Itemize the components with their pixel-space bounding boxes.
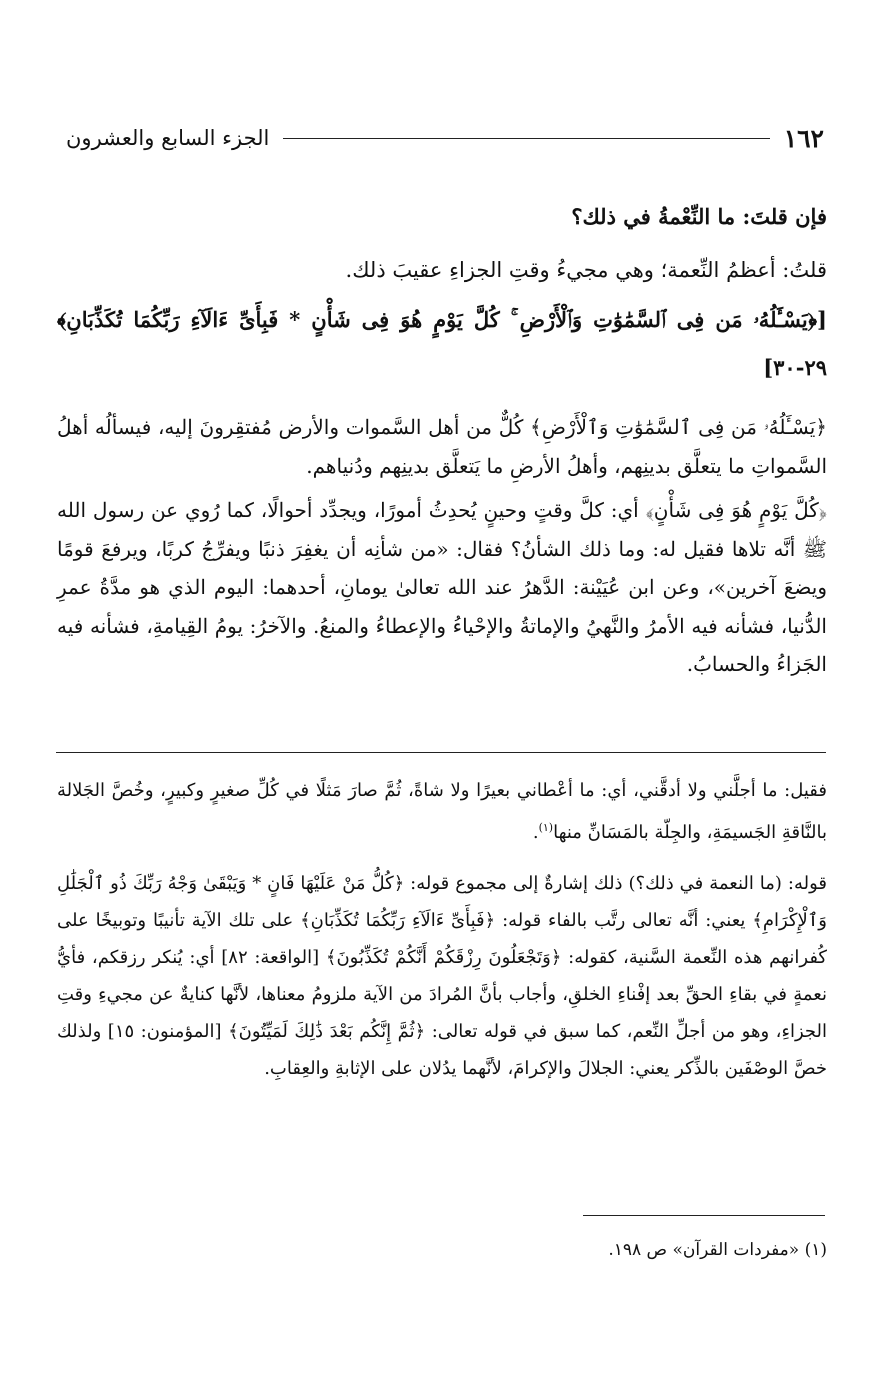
header-rule: [283, 138, 769, 139]
page-header: [66, 118, 824, 158]
main-text: [57, 188, 827, 684]
page-number: ١٦٢: [783, 123, 824, 153]
answer-line: قلتُ: أعظمُ النِّعمة؛ وهي مجيءُ وقتِ الجزاءِ عقيبَ ذلك.: [345, 257, 827, 282]
question-line: فإن قلتَ: ما النِّعْمةُ في ذلك؟: [571, 203, 827, 229]
commentary-paragraph-1-text: فقيل: ما أجلَّني ولا أدقَّني، أي: ما أعْطاني بعيرًا ولا شاةً، ثُمَّ صارَ مَثلًا في كُلِّ صغيرٍ وكبيرٍ، وخُصَّ الجَلالة بالنَّاقةِ الجَسيمَةِ، والجِلّة بالمَسَانِّ منها: [57, 780, 827, 843]
tafsir-paragraph-2: ﴿كُلَّ يَوْمٍ هُوَ فِى شَأْنٍ﴾ أي: كلَّ وقتٍ وحينٍ يُحدِثُ أمورًا، ويجدِّد أحوالًا، كما رُوي عن رسول الله ﷺ أنَّه تلاها فقيل له: وما ذلك الشأنُ؟ فقال: «من شأنِه أن يغفِرَ ذنبًا ويفرِّجُ كربًا، ويرفعَ قومًا ويضعَ آخرين»، وعن ابن عُيَيْنة: الدَّهرُ عند الله تعالىٰ يومانِ، أحدهما: اليوم الذي هو مدَّةُ عمرِ الدُّنيا، فشأنه فيه الأمرُ والنَّهيُ والإماتةُ والإحْياءُ والإعطاءُ والمنعُ. والآخرُ: يومُ القِيامةِ، فشأنه فيه الجَزاءُ والحسابُ.: [57, 498, 827, 676]
commentary-text: [57, 772, 827, 1087]
commentary-paragraph-2: قوله: (ما النعمة في ذلك؟) ذلك إشارةٌ إلى مجموع قوله: ﴿كُلُّ مَنْ عَلَيْهَا فَانٍ * وَيَبْقَىٰ وَجْهُ رَبِّكَ ذُو ٱلْجَلَٰلِ وَٱلْإِكْرَامِ﴾ يعني: أنَّه تعالى رتَّب بالفاء قوله: ﴿فَبِأَىِّ ءَالَآءِ رَبِّكُمَا تُكَذِّبَانِ﴾ على تلك الآية تأنيبًا وتوبيخًا على كُفرانهم هذه النِّعمة السَّنية، كقوله: ﴿وَتَجْعَلُونَ رِزْقَكُمْ أَنَّكُمْ تُكَذِّبُونَ﴾ [الواقعة: ٨٢] أي: يُنكر رزقكم، فأيُّ نعمةٍ في بقاءِ الحقِّ بعد إفْناءِ الخلقِ، وأجاب بأنَّ المُرادَ من الآية ملزومُ معناها، لأنَّها كنايةٌ عن مجيءِ وقتِ الجزاءِ، وهو من أجلِّ النِّعم، كما سبق في قوله تعالى: ﴿ثُمَّ إِنَّكُم بَعْدَ ذَٰلِكَ لَمَيِّتُونَ﴾ [المؤمنون: ١٥] ولذلك خصَّ الوصْفَين بالذِّكر يعني: الجلالَ والإكرامَ، لأنَّهما يدُلان على الإثابةِ والعِقابِ.: [57, 873, 827, 1079]
footnote-ref: (١): [538, 821, 554, 834]
book-part-title: الجزء السابع والعشرون: [66, 126, 270, 150]
commentary-paragraph-1: فقيل: ما أجلَّني ولا أدقَّني، أي: ما أعْطاني بعيرًا ولا شاةً، ثُمَّ صارَ مَثلًا في كُلِّ صغيرٍ وكبيرٍ، وخُصَّ الجَلالة بالنَّاقةِ الجَسيمَةِ، والجِلّة بالمَسَانِّ منها$^{(١)}$.: [57, 780, 827, 843]
footnote-rule: [583, 1215, 825, 1216]
quran-verse: [﴿يَسْـَٔلُهُۥ مَن فِى ٱلسَّمَٰوَٰتِ وَٱلْأَرْضِ ۚ كُلَّ يَوْمٍ هُوَ فِى شَأْنٍ * فَبِأَىِّ ءَالَآءِ رَبِّكُمَا تُكَذِّبَانِ﴾ ٢٩-٣٠]: [57, 307, 827, 380]
footnote: (١) «مفردات القرآن» ص ١٩٨.: [608, 1240, 827, 1260]
section-divider: [56, 752, 826, 753]
tafsir-paragraph-1: ﴿يَسْـَٔلُهُۥ مَن فِى ٱلسَّمَٰوَٰتِ وَٱلْأَرْضِ﴾ كُلٌّ من أهل السَّموات والأرض مُفتقِرونَ إليه، فيسألُه أهلُ السَّمواتِ ما يتعلَّق بدينِهم، وأهلُ الأرضِ ما يَتعلَّق بدينِهم ودُنياهم.: [57, 415, 827, 478]
